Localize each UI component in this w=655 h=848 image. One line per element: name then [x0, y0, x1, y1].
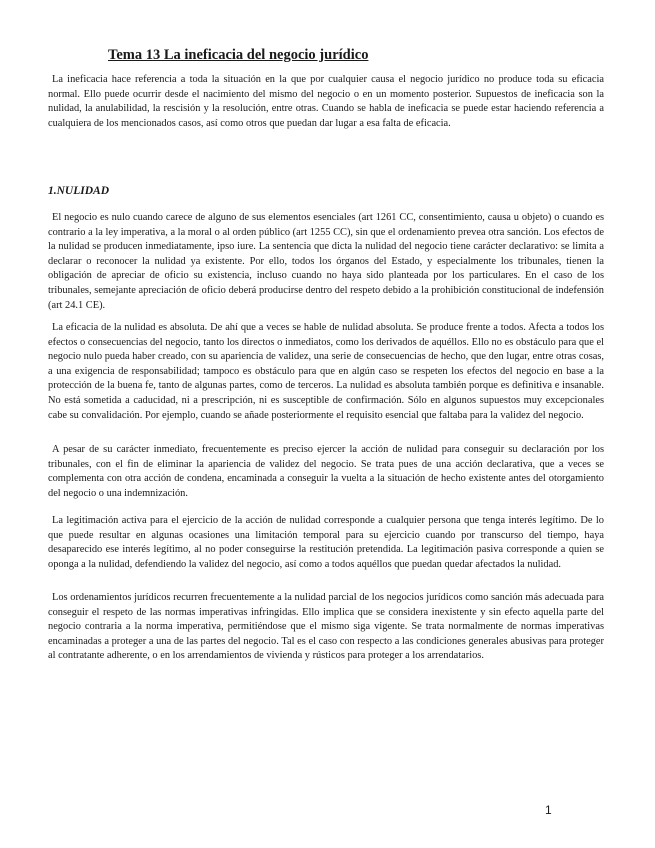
intro-paragraph: La ineficacia hace referencia a toda la situación en la que por cualquier causa el negocio jurídico no produce toda su eficacia normal. Ello puede ocurrir desde el nacimiento del mismo del negocio o en un momento posterior. Supuestos de ineficacia son la nulidad, la anulabilidad, la rescisión y la resolución, entre otras. Cuando se habla de ineficacia se puede estar haciendo referencia a cualquiera de los mencionados casos, así como otros que puedan dar lugar a esa falta de eficacia.: [48, 74, 604, 129]
section-heading: 1.NULIDAD: [48, 185, 110, 197]
body-paragraph: El negocio es nulo cuando carece de alguno de sus elementos esenciales (art 1261 CC, consentimiento, causa u objeto) o cuando es contrario a la ley imperativa, a la moral o al orden público (art 1255 CC), sin que el ordenamiento prevea otra sanción. Los efectos de la nulidad se producen inmediatamente, ipso iure. La sentencia que dicta la nulidad del negocio tiene carácter declarativo: se limita a declarar o reconocer la nulidad ya existente. Por ello, todos los órganos del Estado, y especialmente los tribunales, tienen la obligación de apreciar de oficio su existencia, incluso cuando no haya sido planteada por los particulares. En el caso de los tribunales, semejante apreciación de oficio deberá producirse dentro del respeto debido a la prohibición constitucional de indefensión (art 24.1 CE).: [48, 212, 604, 311]
body-paragraph: A pesar de su carácter inmediato, frecuentemente es preciso ejercer la acción de nulidad para conseguir su declaración por los tribunales, con el fin de eliminar la apariencia de validez del negocio. Se trata pues de una acción declarativa, que a veces se complementa con otra acción de condena, encaminada a conseguir la vuelta a la situación de hecho existente antes del otorgamiento del negocio o una indemnización.: [48, 444, 604, 499]
page-number: 1: [545, 803, 552, 817]
document-title: Tema 13 La ineficacia del negocio jurídico: [108, 47, 369, 63]
body-paragraph: Los ordenamientos jurídicos recurren frecuentemente a la nulidad parcial de los negocios jurídicos como sanción más adecuada para conseguir el respeto de las normas imperativas infringidas. Ello implica que se considera inexistente y sin efecto aquella parte del negocio contraria a la norma imperativa, permitiéndose que el mismo siga vigente. Se trata normalmente de normas imperativas encaminadas a proteger a una de las partes del negocio. Tal es el caso con respecto a las condiciones generales abusivas para proteger al contratante adherente, o en los arrendamientos de vivienda y rústicos para proteger a los arrendatarios.: [48, 592, 604, 662]
body-paragraph: La eficacia de la nulidad es absoluta. De ahí que a veces se hable de nulidad absoluta. Se produce frente a todos. Afecta a todos los efectos o consecuencias del negocio, tanto los directos o inmediatos, como los derivados de aquéllos. Ello no es obstáculo para que el negocio nulo pueda haber creado, con su apariencia de validez, una serie de consecuencias de hecho, que den lugar, entre otras cosas, a una exigencia de responsabilidad; tampoco es obstáculo para que en algún caso se respeten los efectos del negocio en base a la protección de la buena fe, tanto de algunas partes, como de terceros. La nulidad es absoluta también porque es definitiva e insanable. No está sometida a caducidad, ni a prescripción, ni es susceptible de confirmación. Sólo en algunos supuestos muy excepcionales cabe su convalidación. Por ejemplo, cuando se añade posteriormente el requisito esencial que faltaba para la validez del negocio.: [48, 322, 604, 421]
body-paragraph: La legitimación activa para el ejercicio de la acción de nulidad corresponde a cualquier persona que tenga interés legítimo. De lo que puede resultar en algunas ocasiones una limitación temporal para su ejercicio cuando por transcurso del tiempo, haya desaparecido ese interés legítimo, al no poder conseguirse la restitución pretendida. La legitimación pasiva corresponde a quien se oponga a la nulidad, defendiendo la validez del negocio, así como a todos aquéllos que puedan quedar afectados la nulidad.: [48, 515, 604, 570]
